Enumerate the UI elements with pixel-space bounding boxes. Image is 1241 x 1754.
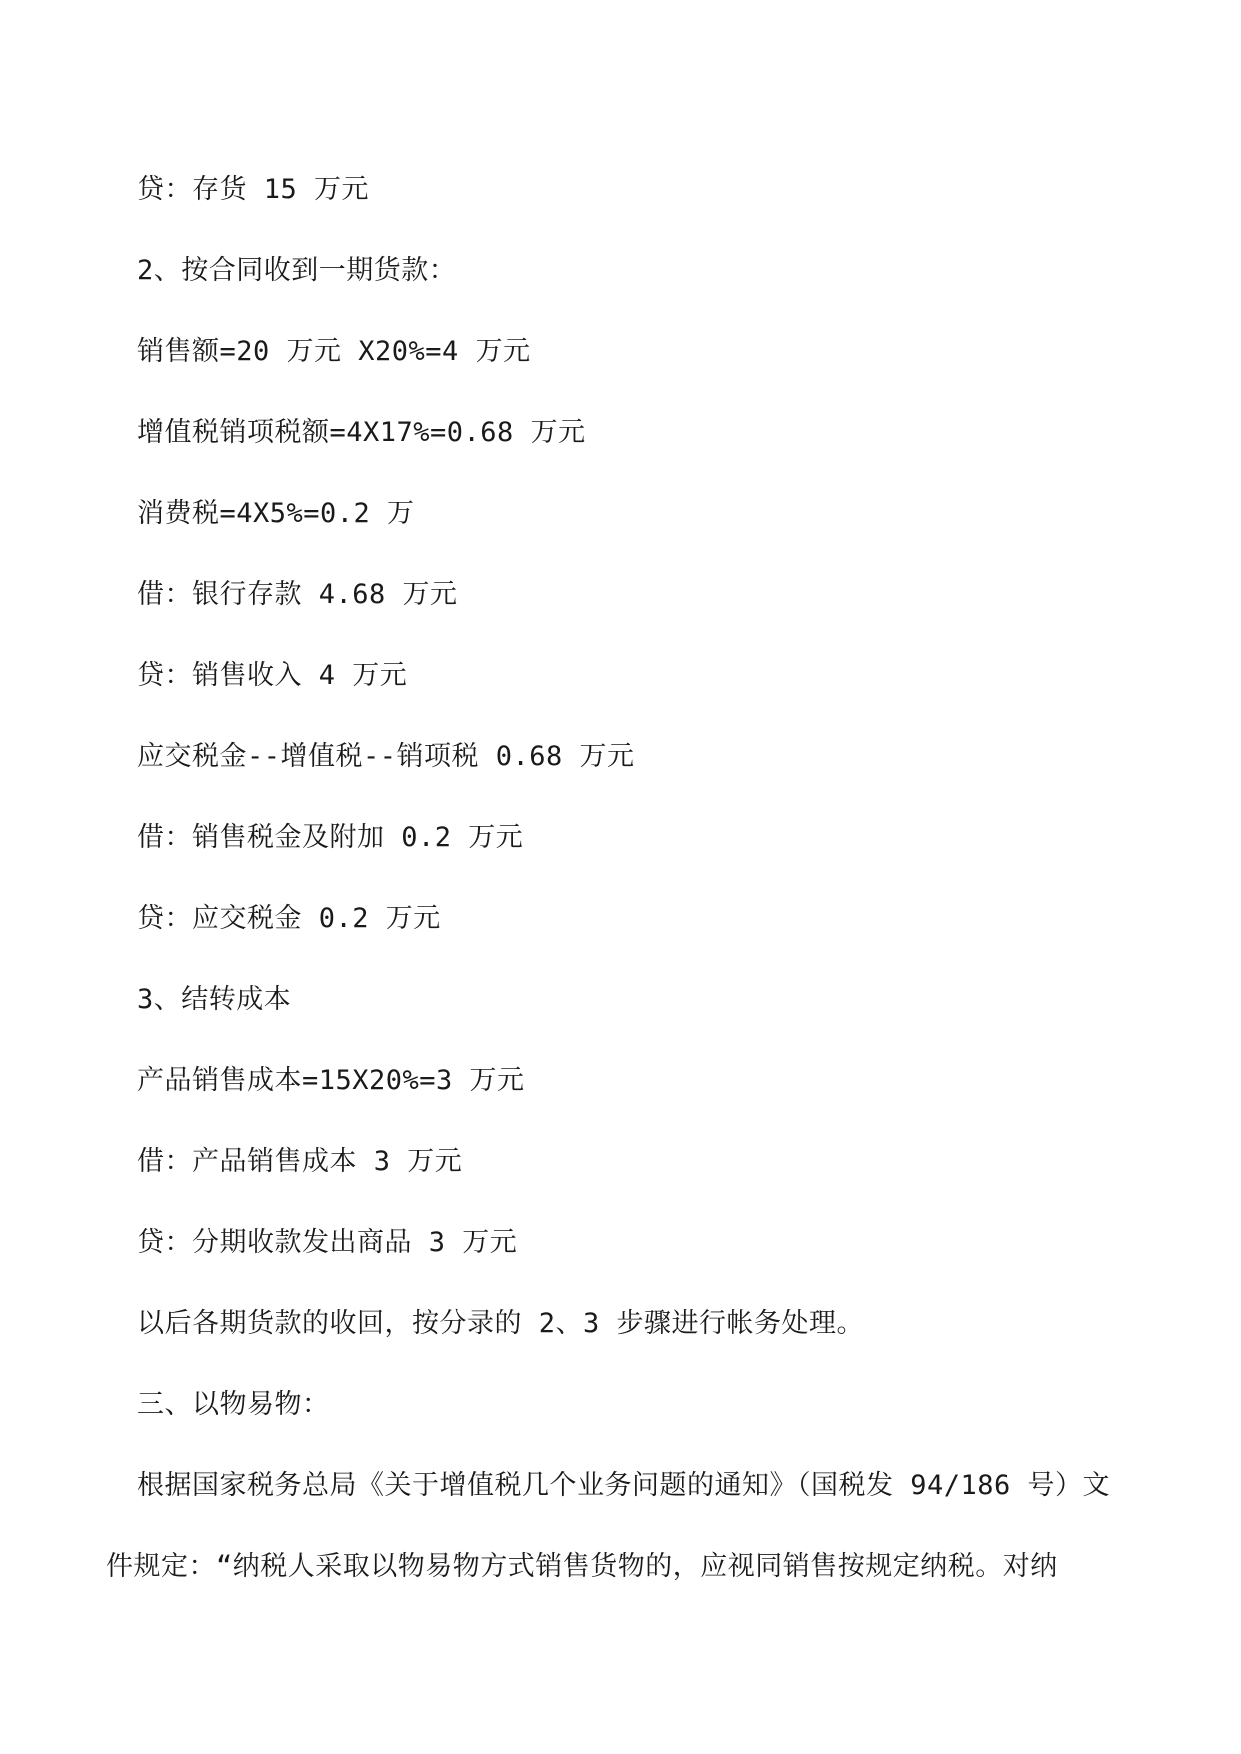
text-line-step2-heading: 2、按合同收到一期货款： bbox=[137, 255, 457, 286]
text-line-step3-heading: 3、结转成本 bbox=[137, 984, 292, 1015]
text-line-credit-tax-payable: 贷：应交税金 0.2 万元 bbox=[137, 903, 441, 934]
section-heading-barter: 三、以物易物： bbox=[137, 1389, 330, 1420]
text-line-credit-sales: 贷：销售收入 4 万元 bbox=[137, 660, 408, 691]
paragraph-line-1: 根据国家税务总局《关于增值税几个业务问题的通知》（国税发 94/186 号）文 bbox=[137, 1470, 1111, 1501]
paragraph-line-2: 件规定：“纳税人采取以物易物方式销售货物的，应视同销售按规定纳税。对纳 bbox=[106, 1551, 1058, 1582]
text-line-consumption-tax: 消费税=4X5%=0.2 万 bbox=[137, 498, 415, 529]
text-line-tax-payable-vat: 应交税金--增值税--销项税 0.68 万元 bbox=[137, 741, 635, 772]
text-line-vat-output: 增值税销项税额=4X17%=0.68 万元 bbox=[137, 417, 586, 448]
text-line-sales-amount: 销售额=20 万元 X20%=4 万元 bbox=[137, 336, 531, 367]
text-line-credit-inventory: 贷：存货 15 万元 bbox=[137, 174, 370, 205]
text-line-credit-goods: 贷：分期收款发出商品 3 万元 bbox=[137, 1227, 518, 1258]
text-line-debit-cost: 借：产品销售成本 3 万元 bbox=[137, 1146, 463, 1177]
text-line-cost-calc: 产品销售成本=15X20%=3 万元 bbox=[137, 1065, 525, 1096]
text-line-debit-sales-tax: 借：销售税金及附加 0.2 万元 bbox=[137, 822, 524, 853]
text-line-debit-bank: 借：银行存款 4.68 万元 bbox=[137, 579, 458, 610]
text-line-later-periods: 以后各期货款的收回，按分录的 2、3 步骤进行帐务处理。 bbox=[137, 1308, 865, 1339]
